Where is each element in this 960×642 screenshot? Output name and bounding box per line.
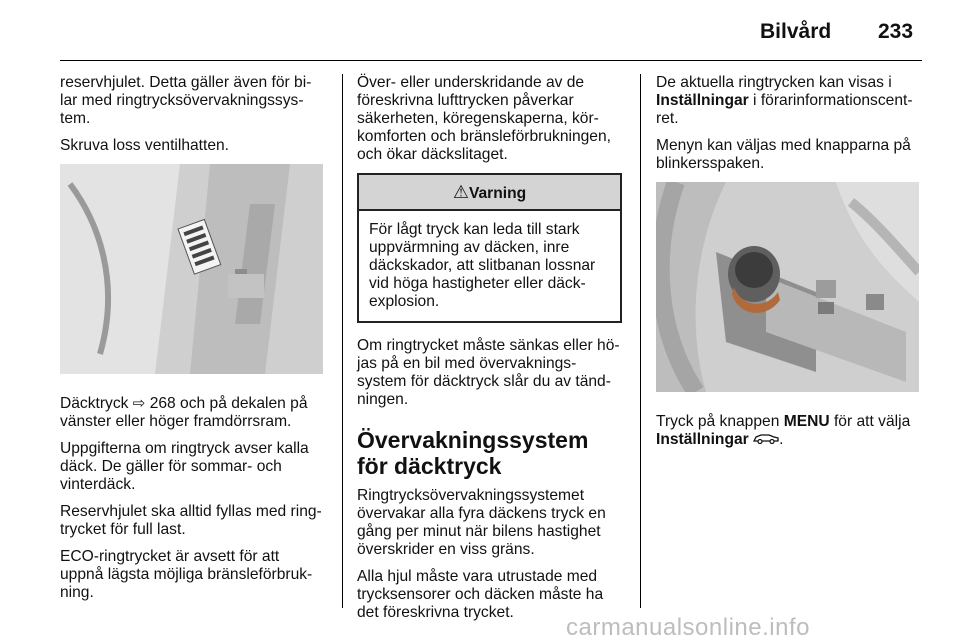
paragraph: Om ringtrycket måste sänkas eller hö-jas på en bil med övervaknings-system för däcktryck slår du av tänd-ningen. [357, 337, 620, 408]
column-divider [640, 74, 641, 608]
paragraph: Menyn kan väljas med knapparna på blinkersspaken. [656, 137, 911, 172]
paragraph: Uppgifterna om ringtryck avser kalla däck. De gäller för sommar- och vinterdäck. [60, 440, 309, 493]
column-3 [656, 74, 921, 458]
paragraph-menu-button: Tryck på knappen MENU för att välja Inställningar . [656, 413, 911, 449]
warning-text: För lågt tryck kan leda till stark uppvärmning av däcken, inre däckskador, att slitbanan lossnar vid höga hastigheter eller däck-explosion. [369, 221, 596, 310]
page-section-title: Bilvård [760, 20, 832, 43]
menu-button-label: MENU [783, 413, 830, 430]
paragraph: Över- eller underskridande av de föreskrivna lufttrycken påverkar säkerheten, köregenskaperna, kör-komforten och bränsleförbrukningen, och ökar däckslitaget. [357, 74, 611, 163]
paragraph: Alla hjul måste vara utrustade med trycksensorer och däcken måste ha det föreskrivna trycket. [357, 568, 604, 621]
paragraph: Ringtrycksövervakningssystemet övervakar alla fyra däckens tryck en gång per minut när bilens hastighet överskrider en viss gräns. [357, 487, 606, 558]
column-divider [342, 74, 343, 608]
stalk-button-illustration [656, 182, 919, 392]
door-frame-drawing [60, 164, 323, 374]
paragraph-info-center: De aktuella ringtrycken kan visas i Inställningar i förarinformationscent-ret. [656, 74, 913, 127]
warning-triangle-icon: ⚠ [452, 182, 469, 202]
watermark-text: carmanualsonline.info [566, 614, 810, 641]
paragraph: reservhjulet. Detta gäller även för bi-lar med ringtrycksövervakningssys-tem. [60, 74, 312, 127]
column-2 [357, 74, 622, 631]
warning-box [357, 173, 622, 323]
section-heading: Övervakningssystem för däcktryck [357, 427, 589, 479]
page-number: 233 [878, 20, 914, 43]
header-divider [60, 60, 922, 61]
paragraph-tire-pressure: Däcktryck ⇨ 268 och på dekalen på vänster eller höger framdörrsram. [60, 395, 308, 430]
arrow-reference-icon: ⇨ [132, 395, 146, 412]
column-1 [60, 74, 325, 611]
paragraph: Reservhjulet ska alltid fyllas med ring-trycket för full last. [60, 503, 322, 538]
menu-term: Inställningar [656, 92, 749, 109]
warning-title: Varning [468, 185, 527, 202]
turn-signal-stalk-drawing [656, 182, 919, 392]
door-frame-illustration [60, 164, 323, 374]
car-settings-icon [753, 431, 779, 449]
warning-header [359, 175, 620, 211]
paragraph: ECO-ringtrycket är avsett för att uppnå lägsta möjliga bränsleförbruk-ning. [60, 548, 313, 601]
menu-term: Inställningar [656, 431, 749, 449]
paragraph: Skruva loss ventilhatten. [60, 137, 230, 154]
